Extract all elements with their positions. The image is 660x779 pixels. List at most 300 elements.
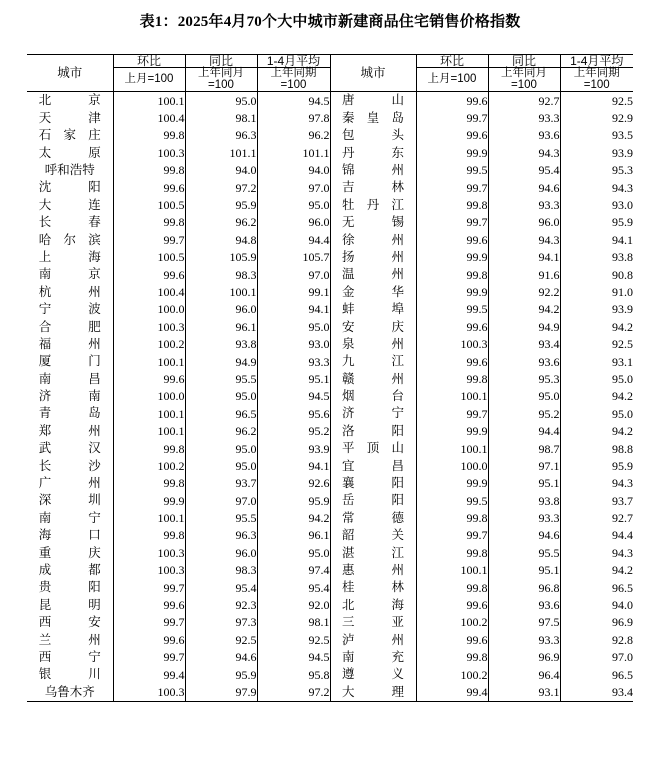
- value-avg-right: 92.8: [560, 631, 633, 648]
- table-row: [27, 335, 633, 352]
- city-label: 石家庄: [38, 128, 101, 143]
- city-name-right: [330, 422, 416, 439]
- city-name-left: [27, 596, 113, 613]
- value-yoy-right: 96.4: [488, 666, 560, 683]
- value-yoy-left: 101.1: [185, 144, 257, 161]
- value-yoy-left: 96.5: [185, 405, 257, 422]
- table-row: [27, 283, 633, 300]
- value-mom-right: 99.7: [416, 109, 488, 126]
- city-label: 乌鲁木齐: [44, 684, 95, 699]
- value-mom-left: 100.1: [113, 353, 185, 370]
- city-name-right: [330, 318, 416, 335]
- value-yoy-left: 94.0: [185, 162, 257, 179]
- city-name-right: [330, 127, 416, 144]
- value-mom-left: 100.3: [113, 144, 185, 161]
- value-avg-right: 96.5: [560, 579, 633, 596]
- value-yoy-right: 95.5: [488, 544, 560, 561]
- city-label: 遵义: [342, 667, 404, 682]
- city-label: 九江: [342, 354, 404, 369]
- header-yoy-sub-left-line1: 上年同月: [198, 67, 244, 79]
- table-row: [27, 109, 633, 126]
- value-avg-right: 94.3: [560, 475, 633, 492]
- value-mom-right: 99.5: [416, 301, 488, 318]
- value-avg-right: 96.9: [560, 614, 633, 631]
- value-yoy-left: 95.5: [185, 509, 257, 526]
- table-row: [27, 214, 633, 231]
- city-label: 大理: [342, 684, 404, 699]
- city-name-right: [330, 249, 416, 266]
- value-yoy-left: 97.0: [185, 492, 257, 509]
- value-mom-left: 99.6: [113, 179, 185, 196]
- value-yoy-left: 93.7: [185, 475, 257, 492]
- value-avg-right: 94.3: [560, 544, 633, 561]
- city-label: 深圳: [38, 493, 101, 508]
- value-yoy-left: 96.1: [185, 318, 257, 335]
- city-name-right: [330, 196, 416, 213]
- value-avg-left: 93.3: [257, 353, 330, 370]
- value-avg-right: 93.7: [560, 492, 633, 509]
- value-yoy-left: 105.9: [185, 249, 257, 266]
- value-yoy-right: 91.6: [488, 266, 560, 283]
- value-yoy-right: 95.4: [488, 162, 560, 179]
- city-label: 扬州: [342, 249, 404, 264]
- city-label: 牡丹江: [342, 197, 404, 212]
- city-label: 济宁: [342, 406, 404, 421]
- city-label: 丹东: [342, 145, 404, 160]
- value-yoy-right: 92.2: [488, 283, 560, 300]
- city-name-left: [27, 440, 113, 457]
- value-yoy-right: 93.3: [488, 509, 560, 526]
- value-avg-left: 97.2: [257, 683, 330, 701]
- city-label: 赣州: [342, 371, 404, 386]
- value-yoy-left: 98.3: [185, 266, 257, 283]
- city-name-left: [27, 562, 113, 579]
- value-mom-left: 99.8: [113, 162, 185, 179]
- city-label: 青岛: [38, 406, 101, 421]
- value-yoy-right: 93.3: [488, 109, 560, 126]
- value-mom-left: 99.8: [113, 440, 185, 457]
- value-mom-left: 99.6: [113, 631, 185, 648]
- table-row: [27, 301, 633, 318]
- value-avg-left: 93.9: [257, 440, 330, 457]
- table-row: [27, 231, 633, 248]
- city-label: 天津: [38, 110, 101, 125]
- value-mom-right: 99.7: [416, 214, 488, 231]
- header-yoy-sub-right-line1: 上年同月: [501, 67, 547, 79]
- city-label: 厦门: [38, 354, 101, 369]
- value-yoy-right: 93.4: [488, 335, 560, 352]
- value-avg-left: 98.1: [257, 614, 330, 631]
- value-avg-right: 93.1: [560, 353, 633, 370]
- header-yoy-sub-left-line2: =100: [208, 78, 234, 91]
- header-avg-sub-left: [257, 68, 330, 92]
- table-row: [27, 509, 633, 526]
- city-name-left: [27, 631, 113, 648]
- value-avg-left: 96.2: [257, 127, 330, 144]
- value-avg-left: 105.7: [257, 249, 330, 266]
- value-avg-right: 92.5: [560, 92, 633, 110]
- value-avg-right: 94.4: [560, 527, 633, 544]
- city-label: 沈阳: [38, 180, 101, 195]
- value-mom-right: 99.8: [416, 544, 488, 561]
- table-row: [27, 162, 633, 179]
- table-row: [27, 353, 633, 370]
- city-label: 福州: [38, 336, 101, 351]
- city-name-right: [330, 283, 416, 300]
- value-mom-left: 99.4: [113, 666, 185, 683]
- value-mom-right: 99.5: [416, 162, 488, 179]
- value-avg-right: 95.3: [560, 162, 633, 179]
- city-label: 桂林: [342, 580, 404, 595]
- value-yoy-right: 95.1: [488, 562, 560, 579]
- city-label: 呼和浩特: [44, 163, 95, 177]
- value-avg-right: 94.2: [560, 388, 633, 405]
- value-avg-left: 97.0: [257, 266, 330, 283]
- value-mom-right: 99.9: [416, 249, 488, 266]
- city-label: 长沙: [38, 458, 101, 473]
- value-yoy-left: 98.3: [185, 562, 257, 579]
- value-yoy-right: 96.0: [488, 214, 560, 231]
- city-label: 南昌: [38, 371, 101, 386]
- value-avg-left: 97.4: [257, 562, 330, 579]
- city-name-right: [330, 144, 416, 161]
- city-name-right: [330, 162, 416, 179]
- value-yoy-left: 94.8: [185, 231, 257, 248]
- value-yoy-left: 95.5: [185, 370, 257, 387]
- city-name-left: [27, 144, 113, 161]
- city-label: 昆明: [38, 597, 101, 612]
- value-yoy-left: 97.3: [185, 614, 257, 631]
- city-label: 哈尔滨: [38, 232, 101, 247]
- city-name-left: [27, 283, 113, 300]
- city-label: 合肥: [38, 319, 101, 334]
- value-mom-left: 100.0: [113, 301, 185, 318]
- value-avg-left: 94.0: [257, 162, 330, 179]
- value-yoy-right: 93.3: [488, 631, 560, 648]
- city-name-right: [330, 457, 416, 474]
- header-mom-sub-left-line1: 上月=100: [124, 72, 174, 85]
- value-yoy-right: 96.8: [488, 579, 560, 596]
- city-label: 西宁: [38, 649, 101, 664]
- city-name-left: [27, 649, 113, 666]
- city-label: 温州: [342, 267, 404, 282]
- table-row: [27, 596, 633, 613]
- value-yoy-right: 94.9: [488, 318, 560, 335]
- value-avg-left: 92.0: [257, 596, 330, 613]
- city-name-left: [27, 405, 113, 422]
- value-mom-left: 100.5: [113, 249, 185, 266]
- city-label: 襄阳: [342, 476, 404, 491]
- value-avg-right: 92.5: [560, 335, 633, 352]
- city-label: 吉林: [342, 180, 404, 195]
- value-avg-left: 94.2: [257, 509, 330, 526]
- value-mom-left: 100.1: [113, 405, 185, 422]
- city-name-left: [27, 353, 113, 370]
- city-label: 烟台: [342, 389, 404, 404]
- value-yoy-left: 95.0: [185, 457, 257, 474]
- value-avg-left: 95.4: [257, 579, 330, 596]
- value-mom-right: 99.4: [416, 683, 488, 701]
- city-label: 锦州: [342, 163, 404, 177]
- value-mom-left: 100.1: [113, 422, 185, 439]
- value-mom-right: 99.6: [416, 631, 488, 648]
- value-avg-left: 94.1: [257, 457, 330, 474]
- value-yoy-right: 94.1: [488, 249, 560, 266]
- value-avg-right: 92.9: [560, 109, 633, 126]
- value-yoy-left: 95.4: [185, 579, 257, 596]
- value-yoy-right: 93.3: [488, 196, 560, 213]
- city-name-left: [27, 196, 113, 213]
- table-row: [27, 405, 633, 422]
- city-label: 宜昌: [342, 458, 404, 473]
- header-avg-sub-right-line2: =100: [583, 78, 610, 91]
- city-label: 唐山: [342, 93, 404, 108]
- value-yoy-left: 96.3: [185, 127, 257, 144]
- value-yoy-right: 93.6: [488, 353, 560, 370]
- value-yoy-left: 96.3: [185, 527, 257, 544]
- city-label: 金华: [342, 284, 404, 299]
- table-row: [27, 370, 633, 387]
- header-avg-sub-left-line2: =100: [280, 78, 307, 91]
- value-yoy-right: 94.3: [488, 231, 560, 248]
- value-avg-right: 96.5: [560, 666, 633, 683]
- value-avg-left: 95.1: [257, 370, 330, 387]
- value-avg-right: 91.0: [560, 283, 633, 300]
- city-label: 韶关: [342, 528, 404, 543]
- value-mom-left: 99.7: [113, 614, 185, 631]
- value-mom-left: 100.4: [113, 109, 185, 126]
- value-mom-left: 99.6: [113, 370, 185, 387]
- city-label: 蚌埠: [342, 302, 404, 317]
- city-label: 郑州: [38, 423, 101, 438]
- table-row: [27, 666, 633, 683]
- city-name-right: [330, 370, 416, 387]
- city-name-left: [27, 370, 113, 387]
- value-yoy-left: 95.9: [185, 666, 257, 683]
- city-name-right: [330, 544, 416, 561]
- city-name-right: [330, 579, 416, 596]
- header-avg-sub-right-line1: 上年同期: [573, 67, 620, 79]
- city-name-right: [330, 527, 416, 544]
- value-mom-left: 99.8: [113, 475, 185, 492]
- header-avg-right: 1-4月平均: [560, 55, 633, 68]
- city-label: 泉州: [342, 336, 404, 351]
- header-yoy-sub-right: [488, 68, 560, 92]
- value-yoy-right: 95.2: [488, 405, 560, 422]
- value-yoy-right: 92.7: [488, 92, 560, 110]
- header-yoy-left: 同比: [185, 55, 257, 68]
- city-name-right: [330, 335, 416, 352]
- table-row: [27, 249, 633, 266]
- header-mom-sub-right-line1: 上月=100: [427, 72, 477, 85]
- value-yoy-left: 97.9: [185, 683, 257, 701]
- city-label: 大连: [38, 197, 101, 212]
- city-name-right: [330, 475, 416, 492]
- value-mom-right: 99.7: [416, 179, 488, 196]
- city-name-left: [27, 388, 113, 405]
- value-avg-right: 95.9: [560, 457, 633, 474]
- city-label: 成都: [38, 562, 101, 577]
- city-name-left: [27, 509, 113, 526]
- value-mom-right: 100.3: [416, 335, 488, 352]
- table-row: [27, 422, 633, 439]
- value-mom-right: 99.6: [416, 596, 488, 613]
- city-label: 杭州: [38, 284, 101, 299]
- value-mom-left: 99.6: [113, 266, 185, 283]
- city-name-left: [27, 162, 113, 179]
- value-mom-left: 100.3: [113, 562, 185, 579]
- value-yoy-left: 95.0: [185, 440, 257, 457]
- value-avg-right: 98.8: [560, 440, 633, 457]
- city-label: 无锡: [342, 215, 404, 230]
- value-mom-right: 99.6: [416, 353, 488, 370]
- value-mom-left: 100.3: [113, 544, 185, 561]
- value-mom-left: 99.6: [113, 596, 185, 613]
- value-avg-right: 93.8: [560, 249, 633, 266]
- price-index-table-container: [0, 54, 660, 702]
- value-yoy-left: 93.8: [185, 335, 257, 352]
- value-avg-right: 94.0: [560, 596, 633, 613]
- city-label: 秦皇岛: [342, 110, 404, 125]
- city-name-right: [330, 596, 416, 613]
- header-avg-sub-left-line1: 上年同期: [270, 67, 317, 79]
- value-avg-right: 94.2: [560, 318, 633, 335]
- value-mom-right: 100.0: [416, 457, 488, 474]
- table-header: [27, 55, 633, 92]
- city-name-left: [27, 666, 113, 683]
- value-yoy-left: 97.2: [185, 179, 257, 196]
- value-mom-left: 99.7: [113, 231, 185, 248]
- table-row: [27, 144, 633, 161]
- city-name-left: [27, 544, 113, 561]
- value-mom-right: 99.9: [416, 144, 488, 161]
- value-yoy-right: 97.1: [488, 457, 560, 474]
- value-avg-right: 93.5: [560, 127, 633, 144]
- value-avg-left: 97.0: [257, 179, 330, 196]
- header-city-right: 城市: [330, 55, 416, 92]
- value-avg-right: 93.4: [560, 683, 633, 701]
- value-mom-right: 99.5: [416, 492, 488, 509]
- table-row: [27, 492, 633, 509]
- value-yoy-right: 94.3: [488, 144, 560, 161]
- city-label: 贵阳: [38, 580, 101, 595]
- table-row: [27, 683, 633, 701]
- city-name-right: [330, 631, 416, 648]
- city-name-right: [330, 649, 416, 666]
- city-label: 海口: [38, 528, 101, 543]
- city-label: 南京: [38, 267, 101, 282]
- city-name-left: [27, 475, 113, 492]
- city-label: 兰州: [38, 632, 101, 647]
- value-yoy-right: 95.1: [488, 475, 560, 492]
- value-mom-left: 99.8: [113, 214, 185, 231]
- value-mom-left: 100.1: [113, 92, 185, 110]
- city-name-right: [330, 440, 416, 457]
- value-yoy-left: 98.1: [185, 109, 257, 126]
- table-row: [27, 457, 633, 474]
- table-row: [27, 475, 633, 492]
- value-mom-right: 99.9: [416, 475, 488, 492]
- city-name-right: [330, 109, 416, 126]
- value-avg-right: 90.8: [560, 266, 633, 283]
- city-name-right: [330, 353, 416, 370]
- value-avg-right: 93.9: [560, 301, 633, 318]
- header-yoy-right: 同比: [488, 55, 560, 68]
- value-yoy-left: 96.2: [185, 214, 257, 231]
- value-mom-left: 100.1: [113, 509, 185, 526]
- value-mom-right: 99.6: [416, 231, 488, 248]
- city-name-left: [27, 127, 113, 144]
- city-name-right: [330, 405, 416, 422]
- value-avg-left: 99.1: [257, 283, 330, 300]
- city-name-right: [330, 92, 416, 110]
- table-row: [27, 562, 633, 579]
- value-yoy-right: 94.6: [488, 179, 560, 196]
- value-yoy-right: 93.6: [488, 127, 560, 144]
- value-yoy-right: 93.6: [488, 596, 560, 613]
- value-avg-right: 94.1: [560, 231, 633, 248]
- city-name-right: [330, 492, 416, 509]
- table-row: [27, 92, 633, 110]
- city-label: 泸州: [342, 632, 404, 647]
- page-title: 表1：2025年4月70个大中城市新建商品住宅销售价格指数: [139, 14, 521, 30]
- value-avg-left: 94.4: [257, 231, 330, 248]
- value-avg-left: 95.6: [257, 405, 330, 422]
- value-avg-left: 92.5: [257, 631, 330, 648]
- value-avg-left: 95.0: [257, 318, 330, 335]
- value-mom-left: 100.2: [113, 335, 185, 352]
- value-mom-right: 99.7: [416, 405, 488, 422]
- table-row: [27, 318, 633, 335]
- value-avg-left: 96.1: [257, 527, 330, 544]
- city-name-right: [330, 214, 416, 231]
- value-mom-right: 99.8: [416, 649, 488, 666]
- city-label: 岳阳: [342, 493, 404, 508]
- city-label: 惠州: [342, 562, 404, 577]
- table-body: [27, 92, 633, 702]
- value-avg-left: 94.5: [257, 92, 330, 110]
- city-label: 湛江: [342, 545, 404, 560]
- value-mom-left: 99.9: [113, 492, 185, 509]
- city-name-right: [330, 179, 416, 196]
- value-avg-right: 93.0: [560, 196, 633, 213]
- value-mom-left: 99.7: [113, 579, 185, 596]
- value-avg-left: 96.0: [257, 214, 330, 231]
- value-mom-left: 100.2: [113, 457, 185, 474]
- city-name-left: [27, 683, 113, 701]
- city-label: 武汉: [38, 441, 101, 456]
- header-city-left: 城市: [27, 55, 113, 92]
- city-name-right: [330, 301, 416, 318]
- table-row: [27, 544, 633, 561]
- value-avg-right: 94.2: [560, 422, 633, 439]
- city-label: 广州: [38, 476, 101, 491]
- value-yoy-left: 100.1: [185, 283, 257, 300]
- city-label: 洛阳: [342, 423, 404, 438]
- value-yoy-left: 95.9: [185, 196, 257, 213]
- value-yoy-right: 95.0: [488, 388, 560, 405]
- value-mom-right: 99.8: [416, 509, 488, 526]
- header-yoy-sub-right-line2: =100: [511, 78, 537, 91]
- city-label: 常德: [342, 510, 404, 525]
- value-avg-left: 94.5: [257, 388, 330, 405]
- city-name-right: [330, 666, 416, 683]
- value-mom-left: 100.5: [113, 196, 185, 213]
- value-mom-right: 99.6: [416, 318, 488, 335]
- value-avg-right: 93.9: [560, 144, 633, 161]
- city-name-right: [330, 683, 416, 701]
- value-avg-right: 97.0: [560, 649, 633, 666]
